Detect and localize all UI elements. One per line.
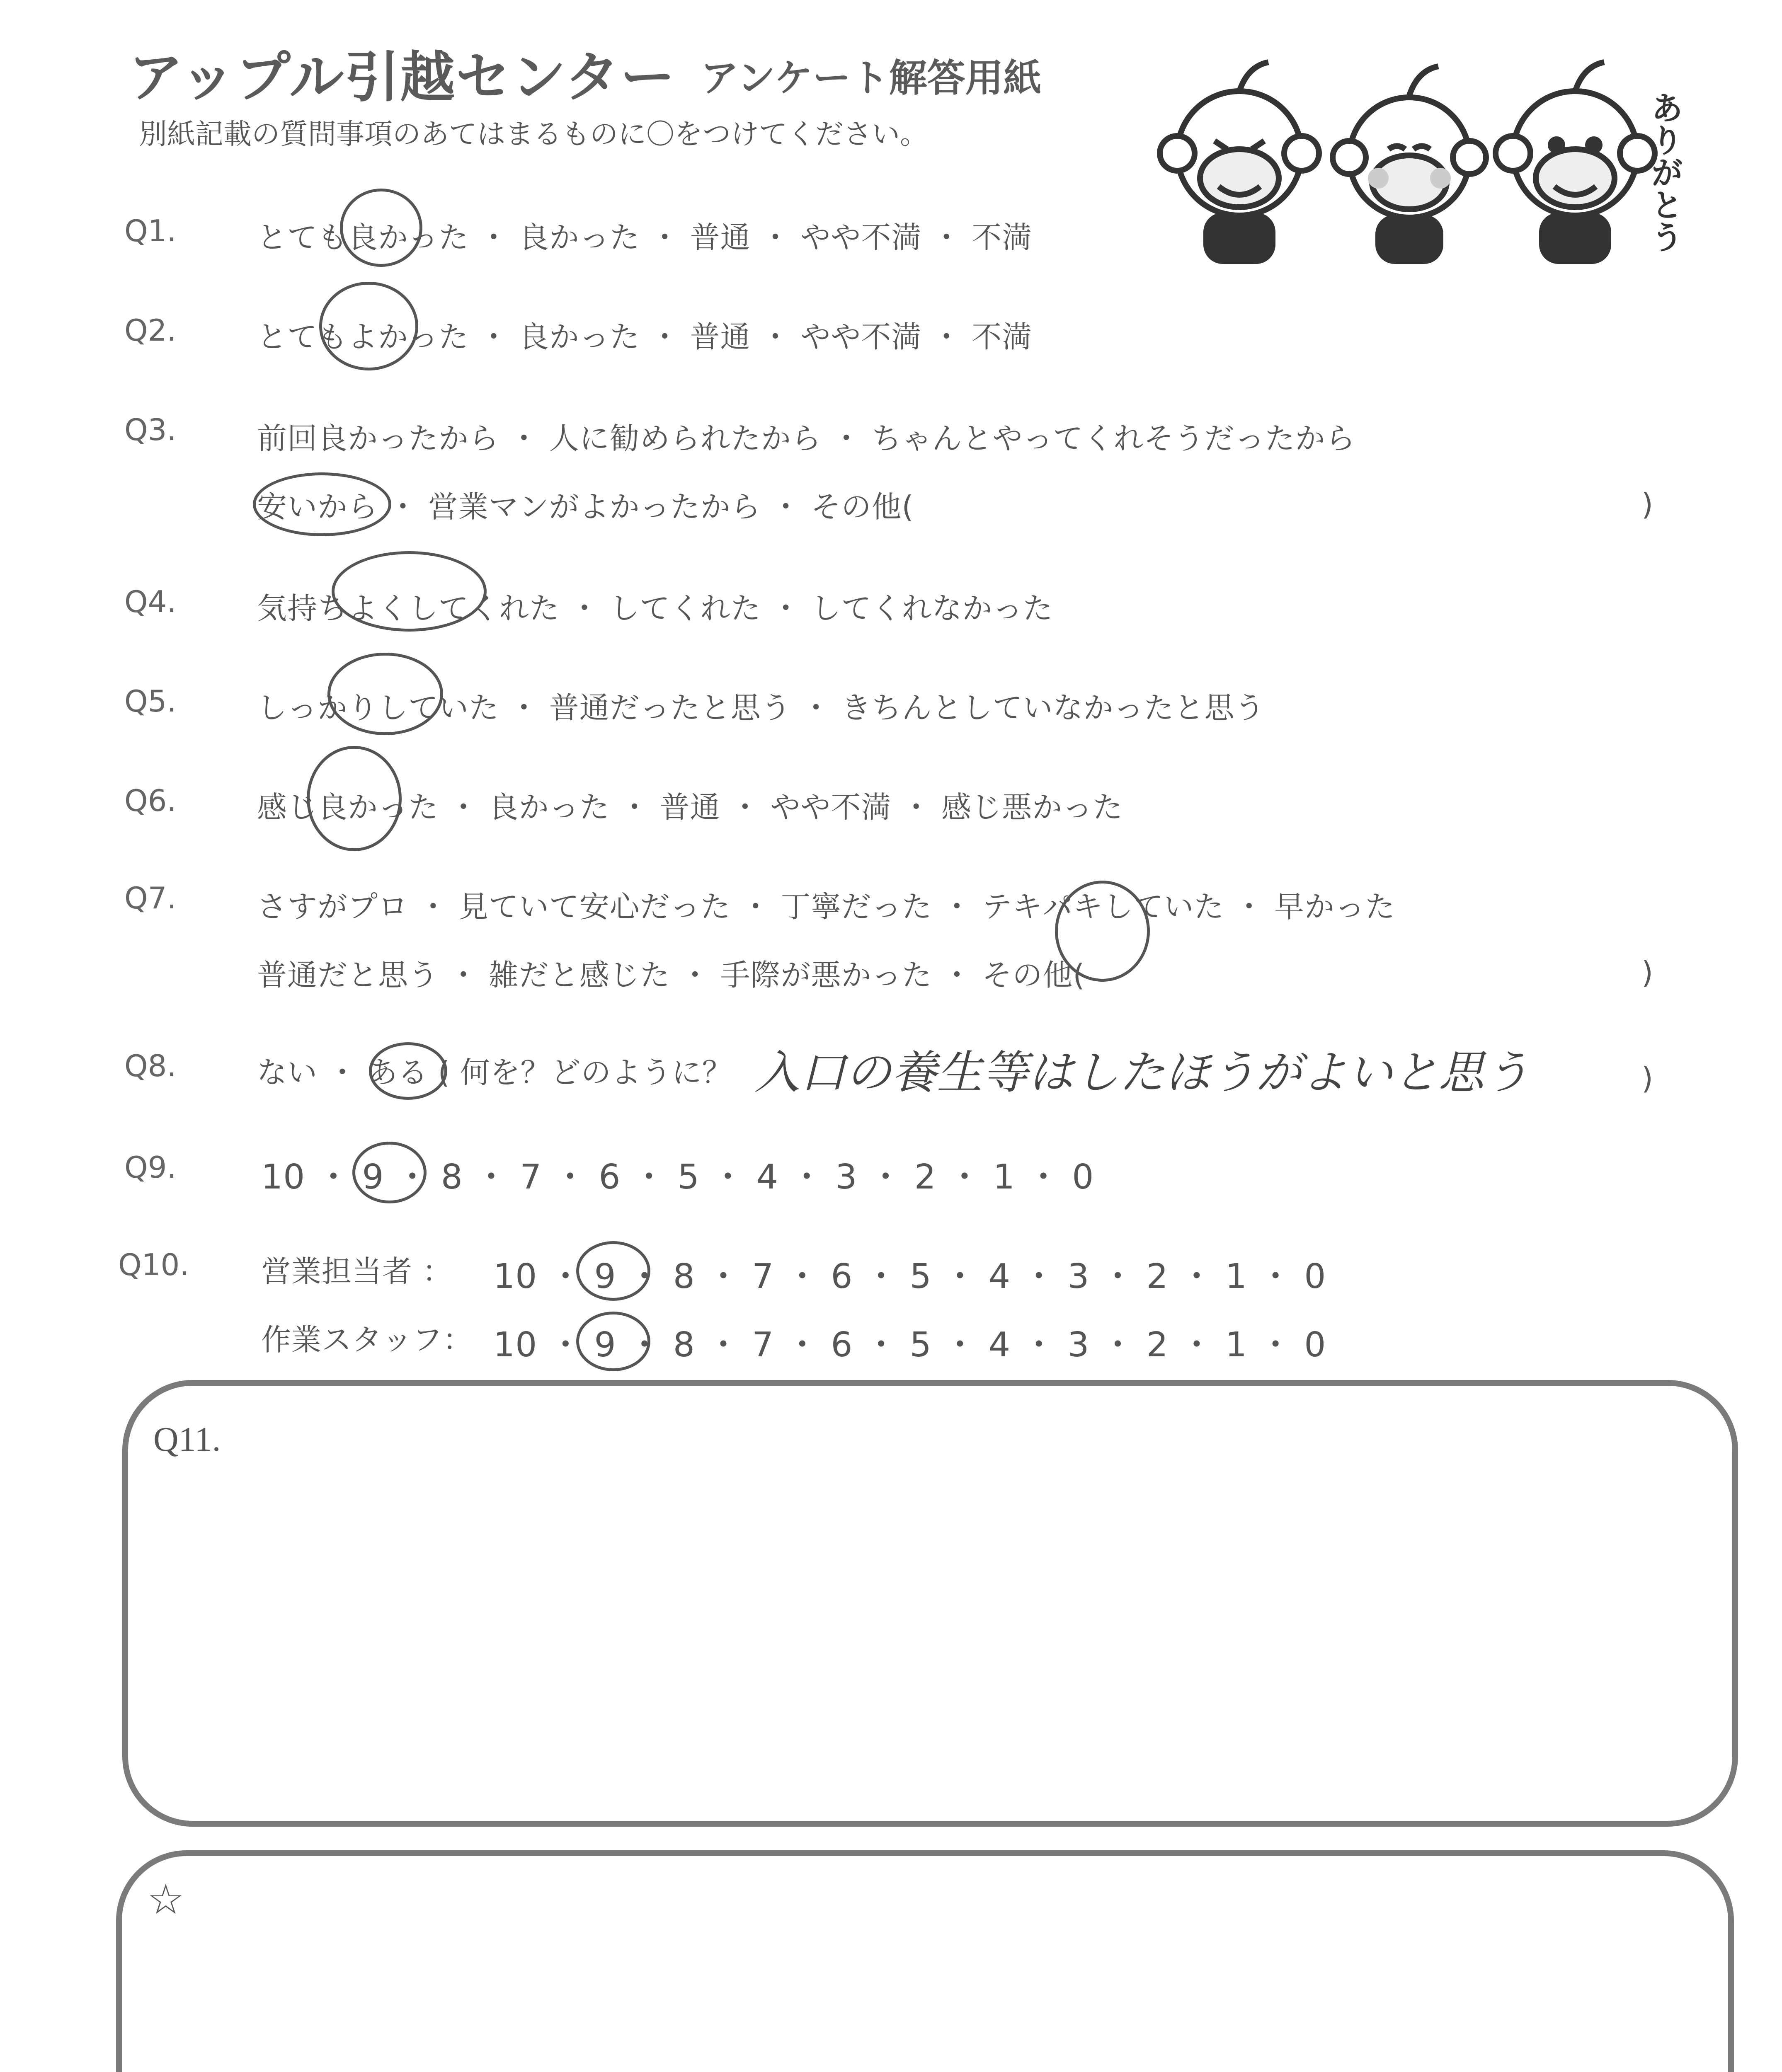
q8-answer-circle bbox=[369, 1042, 447, 1100]
q2-label: Q2. bbox=[124, 313, 177, 348]
q1-options[interactable]: とても良かった ・ 良かった ・ 普通 ・ やや不満 ・ 不満 bbox=[257, 220, 1033, 255]
monkey-mascots-illustration bbox=[1152, 54, 1724, 269]
star-label: ☆ bbox=[147, 1877, 184, 1923]
q2-answer-circle bbox=[319, 282, 418, 370]
q6-options[interactable]: 感じ良かった ・ 良かった ・ 普通 ・ やや不満 ・ 感じ悪かった bbox=[257, 790, 1123, 825]
q6-label: Q6. bbox=[124, 783, 177, 818]
q5-options[interactable]: しっかりしていた ・ 普通だったと思う ・ きちんとしていなかったと思う bbox=[257, 690, 1265, 725]
q9-scale[interactable]: 10 ・ 9 ・ 8 ・ 7 ・ 6 ・ 5 ・ 4 ・ 3 ・ 2 ・ 1 ・ 0 bbox=[261, 1157, 1094, 1197]
q10-sales-label: 営業担当者 ： bbox=[261, 1254, 453, 1289]
q3-options-line1[interactable]: 前回良かったから ・ 人に勧められたから ・ ちゃんとやってくれそうだったから bbox=[257, 421, 1356, 456]
thanks-text: ありがとう bbox=[1646, 91, 1683, 253]
q3-options-line2[interactable]: 安いから ・ 営業マンがよかったから ・ その他( bbox=[257, 489, 914, 524]
q1-answer-circle bbox=[340, 189, 422, 267]
monkey-mascot-3 bbox=[1496, 62, 1655, 261]
q2-options[interactable]: とてもよかった ・ 良かった ・ 普通 ・ やや不満 ・ 不満 bbox=[257, 320, 1033, 354]
q10-staff-label: 作業スタッフ： bbox=[261, 1322, 473, 1357]
q9-answer-circle bbox=[352, 1142, 427, 1203]
q10-staff-scale[interactable]: 10 ・ 9 ・ 8 ・ 7 ・ 6 ・ 5 ・ 4 ・ 3 ・ 2 ・ 1 ・ 0 bbox=[493, 1325, 1326, 1365]
q10-staff-answer-circle bbox=[576, 1312, 650, 1371]
monkey-mascot-1 bbox=[1160, 62, 1319, 261]
q3-label: Q3. bbox=[124, 412, 177, 447]
q8-options[interactable]: ない ・ ある ( 何を？どのように？ bbox=[257, 1055, 732, 1090]
q7-close-paren: ) bbox=[1641, 955, 1654, 990]
q10-sales-answer-circle bbox=[576, 1241, 650, 1301]
monkey-mascot-2 bbox=[1333, 66, 1486, 261]
q8-close-paren: ) bbox=[1641, 1061, 1654, 1096]
q7-options-line1[interactable]: さすがプロ ・ 見ていて安心だった ・ 丁寧だった ・ テキパキしていた ・ 早かった bbox=[257, 889, 1396, 924]
q3-close-paren: ) bbox=[1641, 487, 1654, 522]
q5-answer-circle bbox=[327, 653, 443, 735]
q7-answer-circle bbox=[1055, 881, 1150, 982]
q10-label: Q10. bbox=[118, 1247, 189, 1282]
page-title: アップル引越センター bbox=[128, 46, 676, 109]
q8-label: Q8. bbox=[124, 1048, 177, 1083]
q8-handwritten-answer: 入口の養生等はしたほうがよいと思う bbox=[754, 1046, 1530, 1099]
q11-comment-box[interactable] bbox=[122, 1380, 1738, 1827]
q4-label: Q4. bbox=[124, 584, 177, 619]
q1-label: Q1. bbox=[124, 213, 177, 248]
q7-options-line2[interactable]: 普通だと思う ・ 雑だと感じた ・ 手際が悪かった ・ その他( bbox=[257, 958, 1085, 992]
q4-answer-circle bbox=[332, 551, 487, 632]
star-comment-box[interactable] bbox=[116, 1850, 1734, 2072]
q3-answer-circle bbox=[253, 472, 391, 536]
q5-label: Q5. bbox=[124, 684, 177, 719]
page-subtitle: アンケート解答用紙 bbox=[701, 56, 1042, 100]
q10-sales-scale[interactable]: 10 ・ 9 ・ 8 ・ 7 ・ 6 ・ 5 ・ 4 ・ 3 ・ 2 ・ 1 ・ 0 bbox=[493, 1257, 1326, 1296]
q11-label: Q11. bbox=[153, 1420, 221, 1459]
q9-label: Q9. bbox=[124, 1150, 177, 1185]
q6-answer-circle bbox=[307, 746, 402, 851]
q7-label: Q7. bbox=[124, 881, 177, 915]
q4-options[interactable]: 気持ちよくしてくれた ・ してくれた ・ してくれなかった bbox=[257, 591, 1053, 626]
instruction-text: 別紙記載の質問事項のあてはまるものに〇をつけてください。 bbox=[139, 118, 929, 151]
